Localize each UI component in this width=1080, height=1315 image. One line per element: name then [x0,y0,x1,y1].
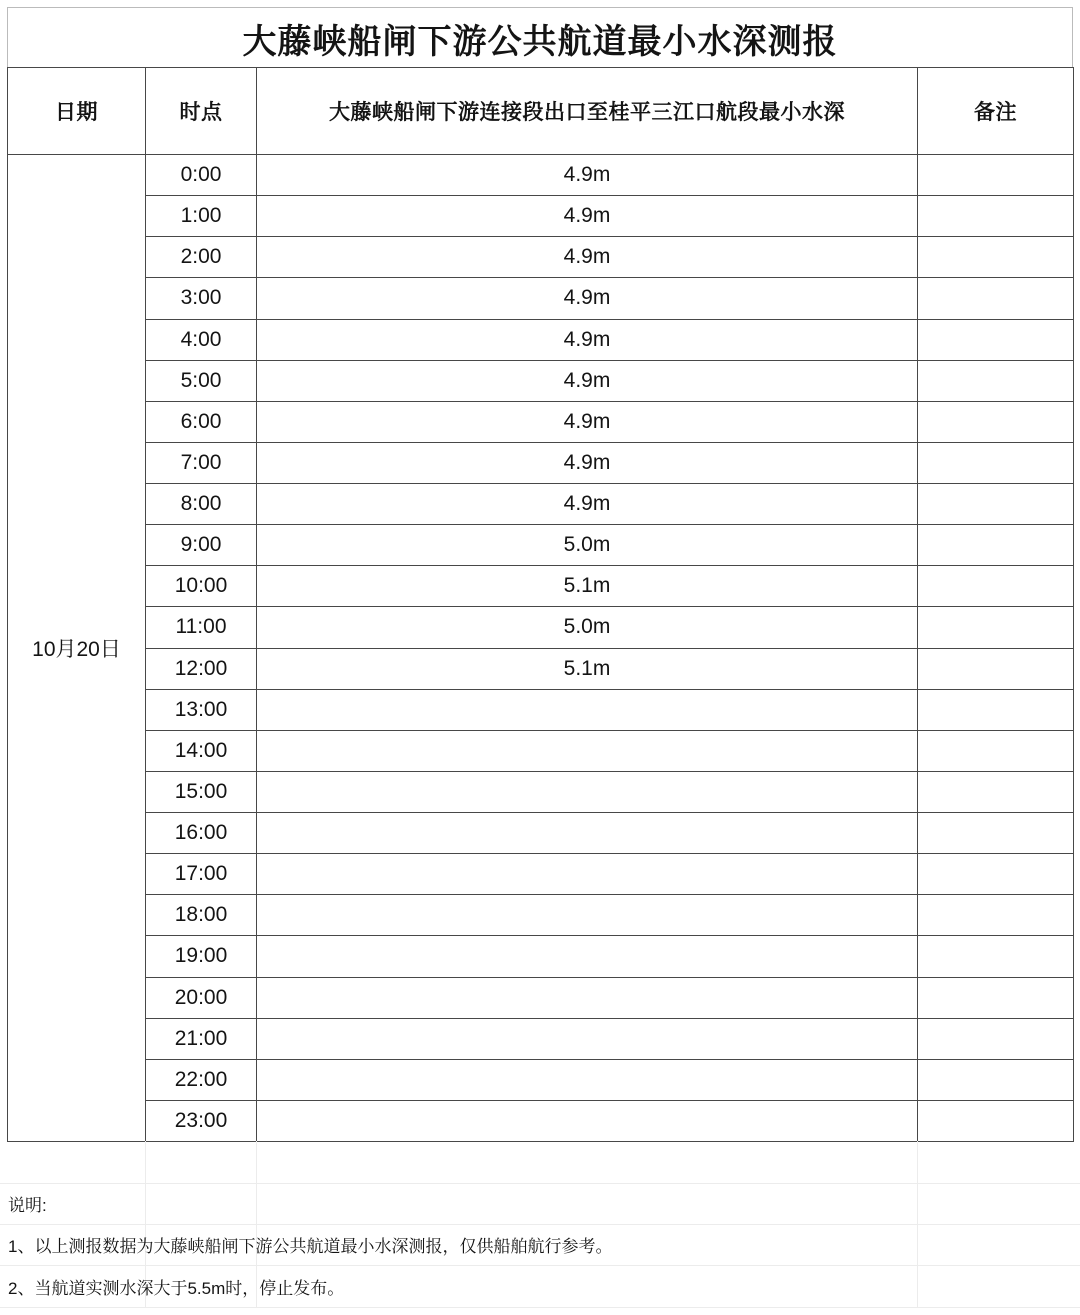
time-cell: 3:00 [146,278,257,319]
remark-cell [918,730,1074,771]
depth-cell [257,854,918,895]
depth-cell: 4.9m [257,401,918,442]
table-row [8,730,1074,771]
remark-cell [918,936,1074,977]
depth-cell [257,771,918,812]
date-cell: 10月20日 [8,155,146,1142]
remark-cell [918,237,1074,278]
time-cell: 17:00 [146,854,257,895]
table-row [8,1100,1074,1141]
time-cell: 18:00 [146,895,257,936]
table-row [8,319,1074,360]
table-row [8,155,1074,196]
col-header-remark: 备注 [918,68,1074,155]
remark-cell [918,278,1074,319]
depth-cell [257,1059,918,1100]
table-row [8,442,1074,483]
page-title: 大藤峡船闸下游公共航道最小水深测报 [7,7,1073,68]
time-cell: 0:00 [146,155,257,196]
depth-cell [257,689,918,730]
depth-cell: 4.9m [257,319,918,360]
remark-cell [918,977,1074,1018]
table-row [8,977,1074,1018]
table-row [8,813,1074,854]
depth-cell [257,730,918,771]
time-cell: 23:00 [146,1100,257,1141]
remark-cell [918,442,1074,483]
table-row [8,1059,1074,1100]
table-row [8,648,1074,689]
col-header-date: 日期 [8,68,146,155]
time-cell: 16:00 [146,813,257,854]
table-row [8,566,1074,607]
depth-cell: 4.9m [257,155,918,196]
col-header-time: 时点 [146,68,257,155]
table-row [8,237,1074,278]
remark-cell [918,196,1074,237]
depth-cell: 5.0m [257,525,918,566]
depth-cell [257,813,918,854]
time-cell: 5:00 [146,360,257,401]
remark-cell [918,1059,1074,1100]
time-cell: 1:00 [146,196,257,237]
table-row [8,278,1074,319]
depth-cell: 4.9m [257,237,918,278]
remark-cell [918,566,1074,607]
col-header-depth: 大藤峡船闸下游连接段出口至桂平三江口航段最小水深 [257,68,918,155]
depth-report-table [7,67,1074,1142]
depth-cell: 4.9m [257,484,918,525]
remark-cell [918,319,1074,360]
notes-heading: 说明: [8,1196,47,1215]
depth-cell [257,936,918,977]
table-row [8,360,1074,401]
time-cell: 8:00 [146,484,257,525]
depth-cell: 5.0m [257,607,918,648]
time-cell: 9:00 [146,525,257,566]
time-cell: 15:00 [146,771,257,812]
remark-cell [918,813,1074,854]
table-row [8,689,1074,730]
depth-cell: 4.9m [257,196,918,237]
remark-cell [918,360,1074,401]
table-row [8,1018,1074,1059]
header-row [8,68,1074,155]
depth-cell: 5.1m [257,648,918,689]
time-cell: 20:00 [146,977,257,1018]
depth-cell: 5.1m [257,566,918,607]
remark-cell [918,689,1074,730]
note-item-2: 2、当航道实测水深大于5.5m时，停止发布。 [8,1278,345,1298]
table-row [8,401,1074,442]
remark-cell [918,525,1074,566]
depth-cell: 4.9m [257,278,918,319]
depth-cell: 4.9m [257,442,918,483]
depth-cell [257,1018,918,1059]
depth-cell [257,895,918,936]
table-row [8,895,1074,936]
table-row [8,771,1074,812]
time-cell: 2:00 [146,237,257,278]
table-row [8,936,1074,977]
remark-cell [918,607,1074,648]
time-cell: 22:00 [146,1059,257,1100]
remark-cell [918,895,1074,936]
table-row [8,607,1074,648]
time-cell: 19:00 [146,936,257,977]
remark-cell [918,648,1074,689]
remark-cell [918,771,1074,812]
table-row [8,525,1074,566]
time-cell: 10:00 [146,566,257,607]
note-item-1: 1、以上测报数据为大藤峡船闸下游公共航道最小水深测报，仅供船舶航行参考。 [8,1237,613,1256]
remark-cell [918,1018,1074,1059]
time-cell: 4:00 [146,319,257,360]
table-row [8,484,1074,525]
remark-cell [918,155,1074,196]
time-cell: 7:00 [146,442,257,483]
time-cell: 14:00 [146,730,257,771]
time-cell: 21:00 [146,1018,257,1059]
table-row [8,196,1074,237]
remark-cell [918,854,1074,895]
time-cell: 13:00 [146,689,257,730]
remark-cell [918,484,1074,525]
depth-cell [257,1100,918,1141]
time-cell: 12:00 [146,648,257,689]
time-cell: 11:00 [146,607,257,648]
faint-gridline-horizontal [0,1307,1080,1308]
remark-cell [918,1100,1074,1141]
remark-cell [918,401,1074,442]
table-row [8,854,1074,895]
depth-cell [257,977,918,1018]
depth-cell: 4.9m [257,360,918,401]
time-cell: 6:00 [146,401,257,442]
